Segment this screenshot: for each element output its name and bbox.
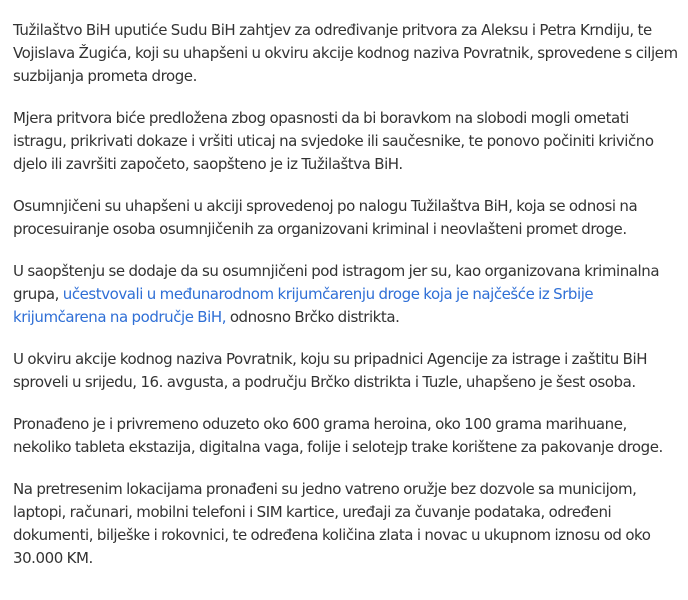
article-body bbox=[13, 19, 681, 589]
paragraph-5: U okviru akcije kodnog naziva Povratnik, koju su pripadnici Agencije za istrage i zaštitu BiH sproveli u srijedu, 16. avgusta, a području Brčko distrikta i Tuzle, uhapšeno je šest osoba. bbox=[13, 350, 648, 391]
paragraph-2: Mjera pritvora biće predložena zbog opasnosti da bi boravkom na slobodi mogli ometati istragu, prikrivati dokaze i vršiti uticaj na svjedoke ili saučesnike, te ponovo počiniti krivično djelo ili završiti započeto, saopšteno je iz Tužilaštva BiH. bbox=[13, 109, 654, 173]
paragraph-4 bbox=[13, 260, 681, 329]
paragraph-4-text-before: U saopštenju se dodaje da su osumnjičeni pod istragom jer su, kao organizovana kriminalna grupa, bbox=[13, 262, 660, 303]
paragraph-4-text-after: odnosno Brčko distrikta. bbox=[226, 308, 400, 326]
paragraph-3: Osumnjičeni su uhapšeni u akciji sprovedenoj po nalogu Tužilaštva BiH, koja se odnosi na procesuiranje osoba osumnjičenih za organizovani kriminal i neovlašteni promet droge. bbox=[13, 197, 638, 238]
paragraph-7: Na pretresenim lokacijama pronađeni su jedno vatreno oružje bez dozvole sa municijom, laptopi, računari, mobilni telefoni i SIM kartice, uređaji za čuvanje podataka, određeni dokumenti, bilješke i rokovnici, te određena količina zlata i novac u ukupnom iznosu od oko 30.000 KM. bbox=[13, 480, 651, 567]
article-inline-link[interactable]: učestvovali u međunarodnom krijumčarenju droge koja je najčešće iz Srbije krijumčarena na područje BiH, bbox=[13, 285, 594, 326]
paragraph-6: Pronađeno je i privremeno oduzeto oko 600 grama heroina, oko 100 grama marihuane, nekoliko tableta ekstazija, digitalna vaga, folije i selotejp trake korištene za pakovanje droge. bbox=[13, 415, 663, 456]
paragraph-1: Tužilaštvo BiH uputiće Sudu BiH zahtjev za određivanje pritvora za Aleksu i Petra Krndiju, te Vojislava Žugića, koji su uhapšeni u okviru akcije kodnog naziva Povratnik, sprovedene s ciljem suzbijanja prometa droge. bbox=[13, 21, 678, 85]
